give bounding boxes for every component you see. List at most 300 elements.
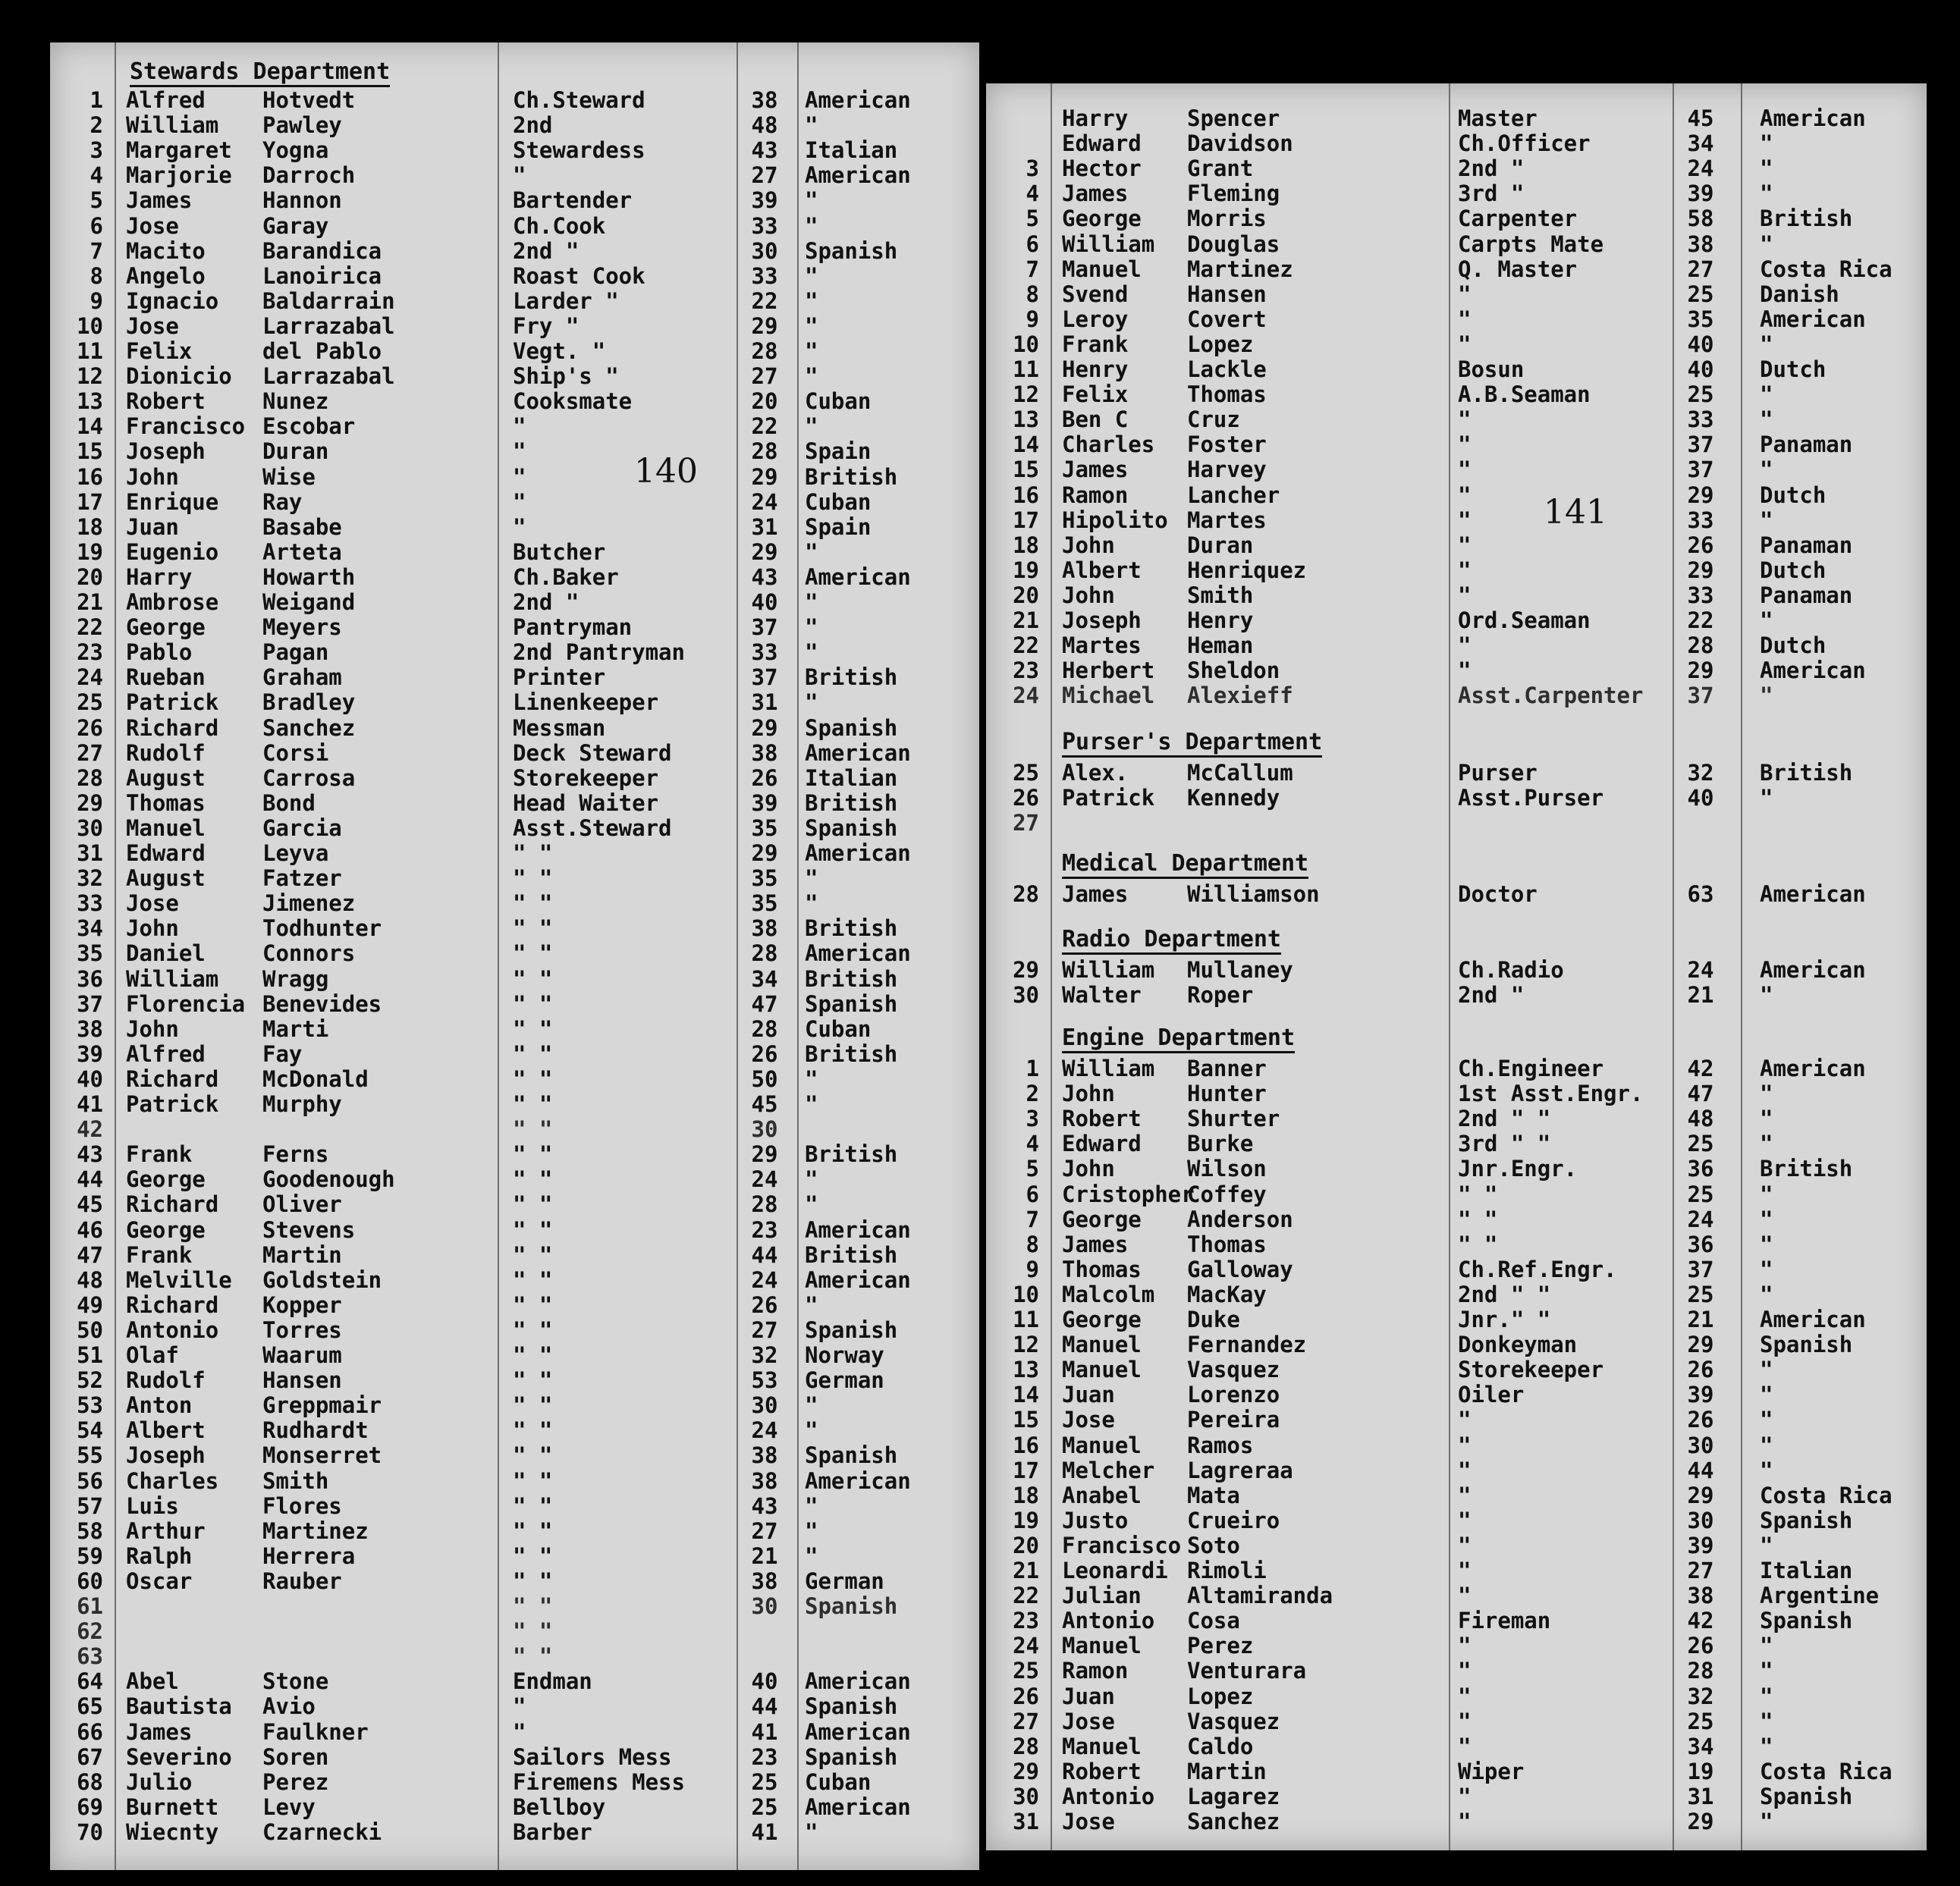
crew-last: Martinez [262, 1517, 369, 1544]
crew-first: Burnett [126, 1793, 219, 1820]
crew-first: Manuel [1062, 1633, 1142, 1659]
crew-nat: " [1760, 155, 1773, 182]
crew-rank: Head Waiter [513, 789, 659, 816]
crew-age: 24 [1687, 1206, 1714, 1232]
crew-first: James [126, 187, 193, 214]
page-number: 141 [1544, 493, 1607, 532]
crew-num: 10 [77, 312, 103, 339]
crew-last: Heman [1187, 632, 1254, 659]
crew-row [50, 314, 979, 339]
crew-age: 44 [1687, 1457, 1714, 1483]
crew-nat: " [805, 1392, 818, 1419]
crew-row [986, 1508, 1927, 1533]
crew-first: John [1062, 1156, 1115, 1182]
crew-first: Robert [1062, 1758, 1142, 1784]
crew-age: 31 [1687, 1783, 1714, 1809]
crew-first: Walter [1062, 982, 1142, 1009]
crew-num: 54 [77, 1417, 103, 1444]
crew-age: 29 [1687, 557, 1714, 583]
crew-row [50, 364, 979, 389]
crew-num: 69 [77, 1793, 103, 1820]
crew-num: 13 [1013, 406, 1039, 433]
crew-nat: " [1760, 1407, 1773, 1433]
crew-row [50, 389, 979, 414]
crew-last: Waarum [262, 1342, 342, 1368]
crew-row [50, 1067, 979, 1092]
crew-nat: Spanish [1760, 1608, 1853, 1634]
crew-rank: Bellboy [513, 1793, 606, 1820]
crew-num: 7 [90, 237, 103, 264]
crew-num: 11 [77, 338, 103, 364]
crew-last: Kopper [262, 1291, 342, 1318]
crew-rank: " [1458, 1558, 1472, 1583]
crew-age: 29 [1687, 1332, 1714, 1358]
crew-nat: British [805, 463, 898, 490]
crew-last: Wise [262, 463, 316, 490]
crew-last: Nunez [262, 388, 329, 415]
crew-age: 30 [751, 237, 778, 264]
crew-rank: " [513, 1693, 526, 1720]
crew-rank: 2nd Pantryman [513, 639, 685, 666]
crew-num: 26 [77, 714, 103, 741]
crew-rank: " [1458, 657, 1472, 684]
crew-age: 44 [751, 1693, 778, 1720]
crew-num: 45 [77, 1191, 103, 1218]
crew-age: 35 [751, 814, 778, 841]
crew-row [986, 382, 1927, 407]
crew-age: 44 [751, 1241, 778, 1268]
crew-row [50, 1192, 979, 1217]
crew-age: 63 [1687, 881, 1714, 907]
crew-last: Galloway [1187, 1256, 1293, 1282]
crew-num: 23 [1013, 1608, 1039, 1634]
crew-num: 60 [77, 1567, 103, 1594]
crew-row [986, 533, 1927, 558]
crew-rank: Bosun [1458, 356, 1525, 382]
crew-first: Richard [126, 1291, 219, 1318]
crew-nat: American [1760, 881, 1866, 907]
crew-last: Henriquez [1187, 557, 1307, 583]
crew-last: Escobar [262, 413, 356, 440]
crew-rank: 3rd " " [1458, 1131, 1551, 1157]
crew-rank: 2nd " " [1458, 1281, 1551, 1307]
crew-last: Ferns [262, 1141, 329, 1168]
crew-num: 37 [77, 990, 103, 1017]
crew-num: 19 [77, 538, 103, 565]
crew-row [986, 1558, 1927, 1583]
crew-num: 63 [77, 1643, 103, 1670]
crew-num: 19 [1013, 557, 1039, 583]
crew-first: George [1062, 206, 1142, 232]
crew-nat: Panaman [1760, 431, 1853, 458]
crew-rank: " [1458, 632, 1472, 659]
crew-age: 35 [1687, 306, 1714, 332]
crew-nat: " [1760, 1281, 1773, 1307]
crew-first: Abel [126, 1668, 179, 1695]
crew-last: Vasquez [1187, 1708, 1280, 1734]
crew-row [50, 590, 979, 615]
crew-first: Luis [126, 1492, 179, 1519]
crew-last: Bond [262, 789, 316, 816]
crew-num: 17 [1013, 507, 1039, 533]
crew-rank: Storekeeper [513, 764, 659, 791]
crew-rank: Sailors Mess [513, 1743, 672, 1770]
crew-age: 37 [1687, 457, 1714, 483]
crew-rank: " " [513, 1166, 553, 1193]
crew-age: 25 [1687, 1181, 1714, 1207]
crew-nat: Cuban [805, 1015, 872, 1042]
crew-first: Malcolm [1062, 1281, 1155, 1307]
crew-num: 35 [77, 940, 103, 967]
crew-nat: American [805, 840, 911, 866]
crew-first: Enrique [126, 488, 219, 515]
crew-num: 31 [1013, 1809, 1039, 1834]
crew-last: Levy [262, 1793, 316, 1820]
crew-num: 57 [77, 1492, 103, 1519]
department-heading: Engine Department [1062, 1025, 1295, 1053]
crew-num: 9 [90, 287, 103, 314]
department-heading: Stewards Department [130, 59, 390, 87]
crew-row [986, 232, 1927, 257]
crew-last: Darroch [262, 162, 356, 189]
crew-row [986, 332, 1927, 357]
crew-row [50, 1494, 979, 1519]
department-heading: Radio Department [1062, 927, 1281, 955]
crew-first: Antonio [1062, 1608, 1155, 1634]
crew-age: 26 [1687, 1357, 1714, 1383]
crew-rank: " [1458, 406, 1472, 433]
crew-age: 38 [751, 87, 778, 113]
crew-nat: Spanish [805, 714, 898, 741]
crew-nat: " [1760, 231, 1773, 257]
crew-age: 39 [751, 187, 778, 214]
crew-first: Ralph [126, 1542, 193, 1569]
crew-first: Marjorie [126, 162, 232, 189]
crew-nat: Danish [1760, 281, 1839, 307]
crew-nat: Cuban [805, 1768, 872, 1795]
crew-last: Harvey [1187, 457, 1267, 483]
crew-first: Jose [126, 890, 179, 917]
crew-num: 18 [1013, 1482, 1039, 1508]
crew-nat: American [805, 1467, 911, 1494]
crew-nat: American [805, 162, 911, 189]
crew-num: 7 [1026, 256, 1039, 282]
crew-num: 4 [1026, 180, 1039, 207]
crew-rank: Carpts Mate [1458, 231, 1604, 257]
crew-first: John [1062, 582, 1115, 608]
crew-row [986, 1809, 1927, 1834]
crew-num: 24 [77, 664, 103, 691]
crew-row [50, 941, 979, 966]
crew-rank: " [1458, 431, 1472, 458]
crew-first: James [1062, 1231, 1129, 1257]
crew-num: 21 [77, 589, 103, 615]
crew-rank: " " [513, 1342, 553, 1368]
crew-row [50, 1669, 979, 1694]
crew-rank: " " [513, 1392, 553, 1419]
crew-nat: American [805, 1668, 911, 1695]
crew-num: 46 [77, 1216, 103, 1243]
crew-row [986, 1407, 1927, 1433]
crew-last: Coffey [1187, 1181, 1267, 1207]
crew-last: Roper [1187, 982, 1254, 1009]
crew-first: Oscar [126, 1567, 193, 1594]
crew-nat: Spanish [805, 814, 898, 841]
crew-nat: British [805, 789, 898, 816]
crew-row [50, 540, 979, 565]
crew-rank: Ship's " [513, 363, 619, 390]
crew-rank: Ch.Engineer [1458, 1056, 1604, 1081]
crew-num: 47 [77, 1241, 103, 1268]
crew-nat: Cuban [805, 388, 872, 415]
crew-first: Jose [1062, 1407, 1115, 1433]
crew-num: 25 [1013, 760, 1039, 786]
crew-age: 33 [1687, 406, 1714, 433]
crew-num: 22 [1013, 1583, 1039, 1609]
crew-nat: " [805, 1291, 818, 1318]
crew-last: Corsi [262, 739, 329, 766]
crew-num: 31 [77, 840, 103, 866]
crew-age: 30 [1687, 1507, 1714, 1533]
department-heading: Purser's Department [1062, 730, 1322, 758]
crew-last: Martinez [1187, 256, 1293, 282]
crew-row [986, 1257, 1927, 1282]
crew-row [50, 1042, 979, 1067]
crew-nat: " [1760, 1081, 1773, 1107]
crew-nat: " [805, 187, 818, 214]
crew-row [986, 282, 1927, 307]
crew-last: Herrera [262, 1542, 356, 1569]
crew-last: Lopez [1187, 1683, 1254, 1709]
crew-nat: " [1760, 507, 1773, 533]
crew-first: Melville [126, 1266, 232, 1293]
crew-first: Robert [126, 388, 206, 415]
crew-rank: Bartender [513, 187, 633, 214]
crew-rank: " " [513, 1241, 553, 1268]
crew-num: 36 [77, 965, 103, 992]
crew-first: William [126, 112, 219, 139]
crew-last: Smith [1187, 582, 1254, 608]
crew-last: Howarth [262, 563, 356, 590]
crew-rank: " [1458, 507, 1472, 533]
crew-rank: " " [513, 1593, 553, 1619]
crew-row [50, 716, 979, 741]
crew-row [50, 866, 979, 891]
crew-nat: German [805, 1567, 884, 1594]
crew-last: Duran [262, 438, 329, 465]
crew-last: McDonald [262, 1065, 369, 1092]
crew-last: Burke [1187, 1131, 1254, 1157]
crew-rank: " [1458, 306, 1472, 332]
crew-age: 38 [751, 915, 778, 942]
crew-num: 50 [77, 1316, 103, 1343]
crew-num: 39 [77, 1040, 103, 1067]
crew-age: 40 [1687, 331, 1714, 357]
crew-num: 12 [1013, 381, 1039, 408]
crew-num: 17 [77, 488, 103, 515]
crew-age: 25 [751, 1768, 778, 1795]
crew-rank: 2nd " " [1458, 1106, 1551, 1132]
crew-row [50, 289, 979, 314]
crew-first: Juan [126, 513, 179, 540]
crew-num: 21 [1013, 1558, 1039, 1583]
crew-nat: " [1760, 1181, 1773, 1207]
crew-last: Barandica [262, 237, 382, 264]
crew-last: Shurter [1187, 1106, 1280, 1132]
crew-age: 43 [751, 1492, 778, 1519]
crew-num: 20 [77, 563, 103, 590]
crew-last: Basabe [262, 513, 342, 540]
crew-nat: " [805, 589, 818, 615]
crew-first: Ramon [1062, 482, 1129, 508]
crew-rank: " " [513, 1417, 553, 1444]
crew-rank: Oiler [1458, 1382, 1525, 1408]
crew-row [50, 1720, 979, 1745]
crew-age: 26 [1687, 1407, 1714, 1433]
crew-age: 35 [751, 890, 778, 917]
crew-last: Grant [1187, 155, 1254, 182]
crew-row [50, 1770, 979, 1795]
crew-row [50, 1418, 979, 1443]
crew-rank: Ch.Radio [1458, 957, 1564, 983]
crew-nat: " [805, 614, 818, 641]
crew-last: Murphy [262, 1091, 342, 1117]
crew-first: Melcher [1062, 1457, 1155, 1483]
crew-row [986, 432, 1927, 457]
crew-nat: " [805, 865, 818, 892]
crew-first: Jose [126, 312, 179, 339]
crew-row [50, 992, 979, 1017]
crew-nat: " [1760, 1131, 1773, 1157]
crew-first: Frank [1062, 331, 1129, 357]
crew-row [50, 1142, 979, 1167]
crew-nat: Argentine [1760, 1583, 1880, 1609]
crew-last: Bradley [262, 689, 356, 716]
crew-row [50, 1544, 979, 1569]
crew-num: 52 [77, 1367, 103, 1394]
crew-last: Alexieff [1187, 683, 1293, 709]
crew-nat: Spanish [1760, 1507, 1853, 1533]
crew-first: Richard [126, 1065, 219, 1092]
crew-nat: Spanish [805, 1593, 898, 1619]
crew-row [986, 558, 1927, 583]
crew-num: 24 [1013, 1633, 1039, 1659]
crew-last: Garcia [262, 814, 342, 841]
crew-row [50, 1469, 979, 1494]
crew-nat: " [805, 1091, 818, 1117]
crew-row [50, 1820, 979, 1845]
crew-last: Foster [1187, 431, 1267, 458]
crew-num: 6 [1026, 1181, 1039, 1207]
crew-nat: American [805, 1266, 911, 1293]
crew-age: 26 [1687, 1633, 1714, 1659]
crew-nat: " [805, 363, 818, 390]
crew-last: Lagreraa [1187, 1457, 1293, 1483]
crew-last: Perez [1187, 1633, 1254, 1659]
crew-age: 28 [751, 1191, 778, 1218]
crew-nat: " [1760, 1708, 1773, 1734]
crew-age: 38 [751, 1567, 778, 1594]
crew-age: 30 [751, 1593, 778, 1619]
crew-row [50, 1368, 979, 1393]
crew-rank: " [513, 513, 526, 540]
crew-nat: " [805, 1191, 818, 1218]
crew-age: 24 [751, 1417, 778, 1444]
crew-first: Manuel [1062, 1432, 1142, 1458]
crew-rank: Q. Master [1458, 256, 1578, 282]
crew-num: 28 [77, 764, 103, 791]
crew-age: 34 [1687, 1733, 1714, 1759]
crew-num: 25 [77, 689, 103, 716]
crew-age: 19 [1687, 1758, 1714, 1784]
crew-age: 29 [751, 1141, 778, 1168]
crew-rank: Firemens Mess [513, 1768, 685, 1795]
crew-age: 33 [751, 212, 778, 239]
crew-nat: " [1760, 1809, 1773, 1834]
crew-row [986, 1182, 1927, 1207]
crew-num: 6 [90, 212, 103, 239]
crew-first: Michael [1062, 683, 1155, 709]
crew-nat: Cuban [805, 488, 872, 515]
crew-nat: " [1760, 1457, 1773, 1483]
crew-nat: British [805, 664, 898, 691]
crew-num: 30 [1013, 982, 1039, 1009]
crew-nat: " [1760, 331, 1773, 357]
crew-num: 56 [77, 1467, 103, 1494]
crew-row [50, 515, 979, 540]
crew-last: Soren [262, 1743, 329, 1770]
crew-row [986, 786, 1927, 811]
crew-nat: Dutch [1760, 632, 1827, 659]
crew-rank: " [1458, 281, 1472, 307]
crew-num: 6 [1026, 231, 1039, 257]
crew-rank: Purser [1458, 760, 1538, 786]
crew-nat: " [1760, 1231, 1773, 1257]
crew-row [986, 508, 1927, 533]
crew-nat: Norway [805, 1342, 884, 1368]
crew-first: John [126, 463, 179, 490]
crew-row [986, 633, 1927, 658]
crew-first: Julio [126, 1768, 193, 1795]
crew-last: Sheldon [1187, 657, 1280, 684]
crew-nat: " [805, 212, 818, 239]
crew-rank: Deck Steward [513, 739, 672, 766]
crew-age: 29 [751, 840, 778, 866]
crew-rank: Asst.Carpenter [1458, 683, 1644, 709]
crew-num: 2 [90, 112, 103, 139]
crew-last: Avio [262, 1693, 316, 1720]
crew-first: Dionicio [126, 363, 232, 390]
crew-num: 28 [1013, 1733, 1039, 1759]
crew-first: Angelo [126, 262, 206, 289]
crew-num: 30 [77, 814, 103, 841]
crew-num: 14 [1013, 1382, 1039, 1408]
crew-num: 41 [77, 1091, 103, 1117]
crew-num: 20 [1013, 1532, 1039, 1558]
crew-first: William [126, 965, 219, 992]
crew-rank: " " [513, 890, 553, 917]
crew-num: 29 [1013, 1758, 1039, 1784]
crew-rank: Doctor [1458, 881, 1538, 907]
crew-age: 38 [751, 739, 778, 766]
crew-num: 55 [77, 1442, 103, 1469]
crew-age: 35 [751, 865, 778, 892]
crew-num: 65 [77, 1693, 103, 1720]
crew-last: Goodenough [262, 1166, 395, 1193]
crew-first: Rudolf [126, 1367, 206, 1394]
crew-row [50, 1569, 979, 1594]
crew-row [50, 214, 979, 239]
